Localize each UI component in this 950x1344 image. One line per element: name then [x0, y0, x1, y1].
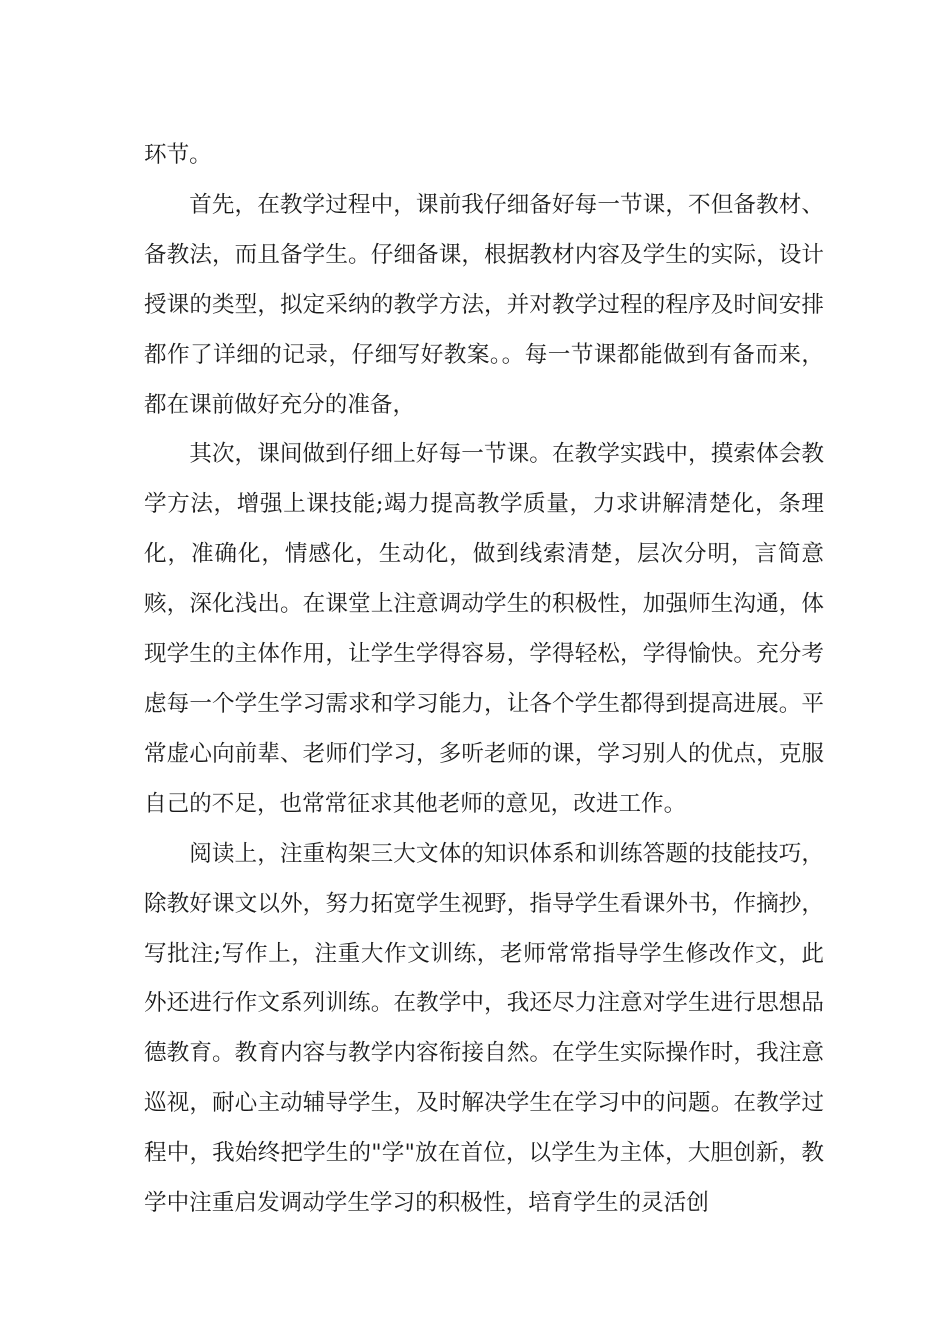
document-body	[144, 131, 824, 1229]
paragraph-3: 其次，课间做到仔细上好每一节课。在教学实践中，摸索体会教学方法，增强上课技能;竭力提高教学质量，力求讲解清楚化，条理化，准确化，情感化，生动化，做到线索清楚，层次分明，言简意赅，深化浅出。在课堂上注意调动学生的积极性，加强师生沟通，体现学生的主体作用，让学生学得容易，学得轻松，学得愉快。充分考虑每一个学生学习需求和学习能力，让各个学生都得到提高进展。平常虚心向前辈、老师们学习，多听老师的课，学习别人的优点，克服自己的不足，也常常征求其他老师的意见，改进工作。	[144, 441, 824, 817]
paragraph-1: 环节。	[144, 142, 212, 168]
paragraph-4: 阅读上，注重构架三大文体的知识体系和训练答题的技能技巧，除教好课文以外，努力拓宽学生视野，指导学生看课外书，作摘抄，写批注;写作上，注重大作文训练，老师常常指导学生修改作文，此外还进行作文系列训练。在教学中，我还尽力注意对学生进行思想品德教育。教育内容与教学内容衔接自然。在学生实际操作时，我注意巡视，耐心主动辅导学生，及时解决学生在学习中的问题。在教学过程中，我始终把学生的"学"放在首位，以学生为主体，大胆创新，教学中注重启发调动学生学习的积极性，培育学生的灵活创	[144, 840, 824, 1217]
paragraph-2: 首先，在教学过程中，课前我仔细备好每一节课，不但备教材、备教法，而且备学生。仔细备课，根据教材内容及学生的实际，设计授课的类型，拟定采纳的教学方法，并对教学过程的程序及时间安排都作了详细的记录，仔细写好教案。。每一节课都能做到有备而来，都在课前做好充分的准备，	[144, 191, 824, 418]
